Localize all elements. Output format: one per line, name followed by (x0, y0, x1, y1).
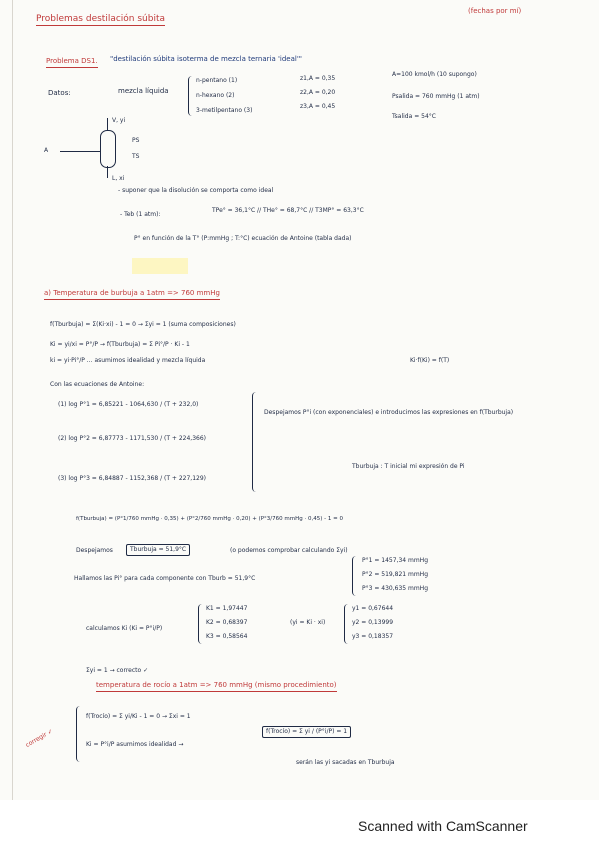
pressures-intro: Hallamos las Pi° para cada componente con Tburb = 51,9°C (74, 575, 256, 582)
mezcla-label: mezcla líquida (118, 87, 169, 95)
diagram-ps-label: PS (132, 137, 140, 144)
psalida-value: Psalida = 760 mmHg (1 atm) (392, 93, 480, 100)
k-intro: calculamos Ki (Ki = P°i/P) (86, 625, 163, 632)
component-3: 3-metilpentano (3) (196, 107, 253, 114)
despejamos-note: Despejamos P°i (con exponenciales) e introducimos las expresiones en f(Tburbuja) (264, 409, 514, 416)
antoine-note: P° en función de la T° (P:mmHg ; T:°C) ecuación de Antoine (tabla dada) (134, 235, 352, 242)
diagram-top-label: V, yi (112, 117, 126, 124)
feed-line (60, 151, 100, 152)
y-brace (344, 604, 351, 644)
section-a-eq3: ki = yi·Pi°/P ... asumimos idealidad y mezcla líquida (50, 357, 206, 364)
antoine-eq-3: (3) log P°3 = 6,84887 - 1152,368 / (T + 227,129) (58, 475, 206, 482)
corregir-note: corregir ✓ (24, 727, 55, 749)
vapor-line (107, 118, 108, 130)
diagram-feed-label: A (44, 147, 49, 154)
y-intro: (yi = Ki · xi) (290, 619, 326, 626)
flash-drum-icon (100, 130, 116, 168)
diagram-bottom-label: L, xi (112, 175, 125, 182)
pressure-1: P°1 = 1457,34 mmHg (362, 557, 429, 564)
k-brace (198, 604, 205, 644)
section-b-brace (76, 706, 83, 762)
problem-label: Problema DS1. (46, 56, 98, 68)
scanner-watermark: Scanned with CamScanner (358, 818, 528, 834)
fraction-2: z2,A = 0,20 (300, 89, 336, 96)
corner-note: (fechas por mí) (468, 7, 522, 15)
antoine-eq-2: (2) log P°2 = 6,87773 - 1171,530 / (T + 224,366) (58, 435, 206, 442)
assumption-teb: - Teb (1 atm): (120, 211, 161, 218)
section-a-eq3b: Ki·f(Ki) = f(T) (410, 357, 450, 364)
tsalida-value: Tsalida = 54°C (392, 113, 436, 120)
highlight-mark (132, 258, 188, 274)
section-b-note: serán las yi sacadas en Tburbuja (296, 759, 395, 766)
k-value-1: K1 = 1,97447 (206, 605, 248, 612)
section-a-eq2: Ki = yi/xi = P°/P → f(Tburbuja) = Σ Pi°/P · Ki - 1 (50, 341, 190, 348)
section-a-title: a) Temperatura de burbuja a 1atm => 760 mmHg (44, 288, 220, 300)
assumption-ideal: - suponer que la disolución se comporta como ideal (118, 187, 274, 194)
y-value-1: y1 = 0,67644 (352, 605, 394, 612)
section-b-eq2: Ki = P°i/P asumimos idealidad → (86, 741, 184, 748)
sum-check: Σyi = 1 → correcto ✓ (86, 667, 149, 674)
section-b-eq1: f(Trocío) = Σ yi/Ki - 1 = 0 → Σxi = 1 (86, 713, 191, 720)
tburbuja-result: Tburbuja = 51,9°C (126, 544, 190, 556)
fraction-3: z3,A = 0,45 (300, 103, 336, 110)
section-b-boxed-eq: f(Trocío) = Σ yi / (P°i/P) = 1 (262, 726, 351, 738)
datos-label: Datos: (48, 89, 71, 97)
problem-statement: "destilación súbita isoterma de mezcla ternaria 'ideal'" (110, 55, 302, 63)
f-tburbuja-equation: f(Tburbuja) = (P°1/760 mmHg · 0,35) + (P°2/760 mmHg · 0,20) + (P°3/760 mmHg · 0,45) - 1 = 0 (76, 516, 343, 522)
section-a-eq1: f(Tburbuja) = Σ(Ki·xi) - 1 = 0 → Σyi = 1 (suma composiciones) (50, 321, 236, 328)
feed-value: A=100 kmol/h (10 supongo) (392, 71, 477, 78)
tburbuja-note: Tburbuja : T inicial mi expresión de Pi (352, 463, 465, 470)
component-1: n-pentano (1) (196, 77, 238, 84)
pressures-brace (352, 556, 359, 596)
liquid-line (107, 166, 108, 178)
antoine-eq-1: (1) log P°1 = 6,85221 - 1064,630 / (T + 232,0) (58, 401, 199, 408)
pressure-2: P°2 = 519,821 mmHg (362, 571, 429, 578)
y-value-3: y3 = 0,18357 (352, 633, 394, 640)
diagram-ts-label: TS (132, 153, 140, 160)
fraction-1: z1,A = 0,35 (300, 75, 336, 82)
y-value-2: y2 = 0,13999 (352, 619, 394, 626)
page-title: Problemas destilación súbita (36, 14, 166, 24)
k-value-3: K3 = 0,58564 (206, 633, 248, 640)
result-intro: Despejamos (76, 547, 113, 554)
components-brace (188, 76, 195, 116)
margin-line (12, 0, 13, 800)
section-b-title: temperatura de rocío a 1atm => 760 mmHg (mismo procedimiento) (96, 680, 337, 692)
component-2: n-hexano (2) (196, 92, 235, 99)
result-tail: (o podemos comprobar calculando Σyi) (230, 547, 348, 554)
antoine-header: Con las ecuaciones de Antoine: (50, 381, 145, 388)
teb-values: TPe° = 36,1°C // THe° = 68,7°C // T3MP° = 63,3°C (212, 207, 364, 214)
antoine-brace (252, 392, 259, 492)
pressure-3: P°3 = 430,635 mmHg (362, 585, 429, 592)
k-value-2: K2 = 0,68397 (206, 619, 248, 626)
